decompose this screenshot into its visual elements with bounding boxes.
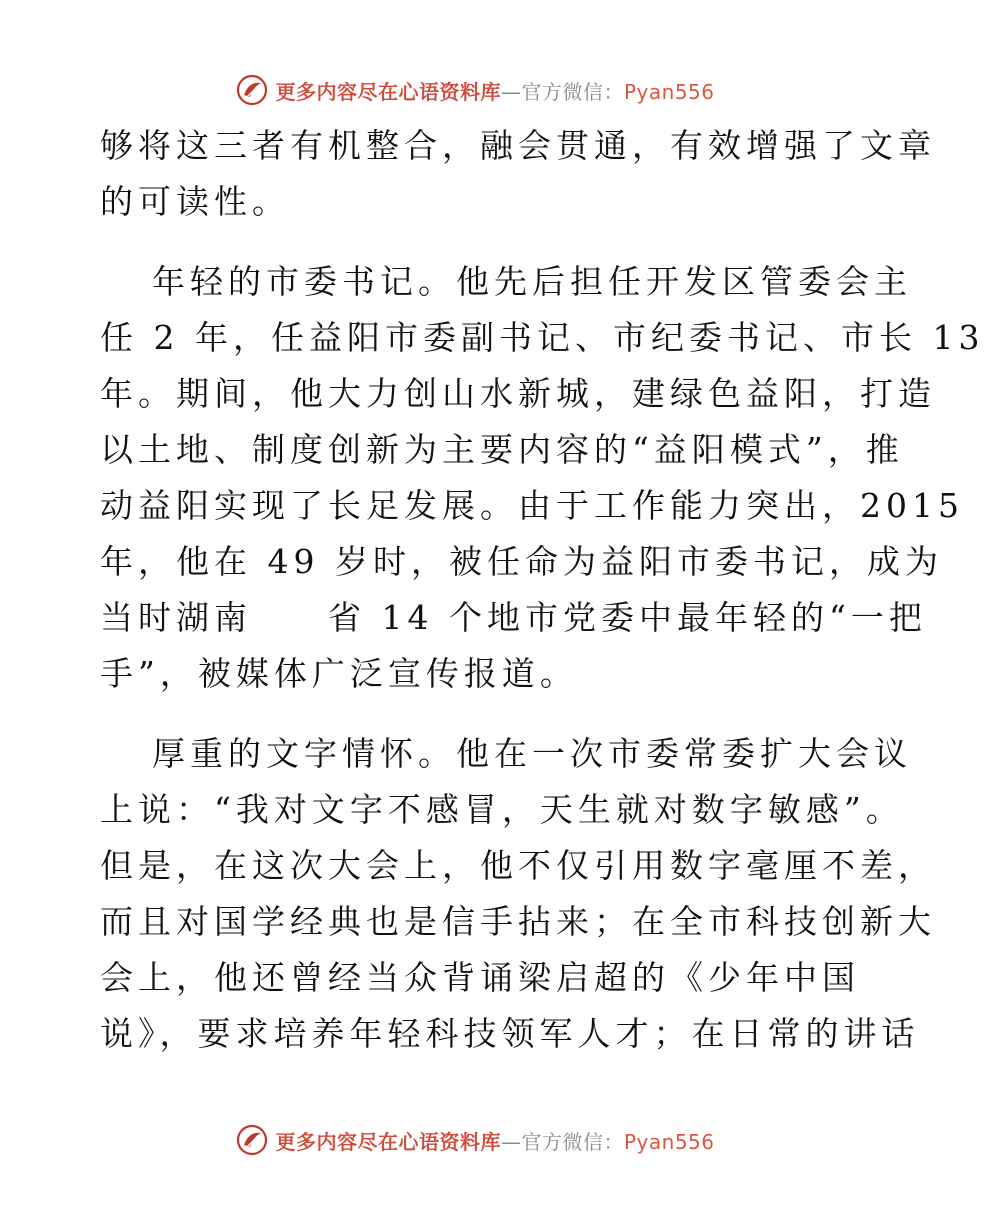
watermark-label: 官方微信： xyxy=(521,1129,624,1154)
text-line: 手”，被媒体广泛宣传报道。 xyxy=(100,654,578,693)
watermark-main: 更多内容尽在心语资料库 xyxy=(275,1129,501,1154)
text-line: 厚重的文字情怀。他在一次市委常委扩大会议 xyxy=(152,734,912,773)
text-line: 的可读性。 xyxy=(100,182,290,221)
header-watermark xyxy=(0,70,950,110)
text-line: 任 2 年，任益阳市委副书记、市纪委书记、市长 13 xyxy=(100,318,984,357)
text-line: 而且对国学经典也是信手拈来；在全市科技创新大 xyxy=(100,902,936,941)
text-line: 年轻的市委书记。他先后担任开发区管委会主 xyxy=(152,262,912,301)
watermark-id: Pyan556 xyxy=(623,1129,715,1154)
watermark-text xyxy=(275,76,714,105)
text-line: 但是，在这次大会上，他不仅引用数字毫厘不差， xyxy=(100,846,936,885)
watermark-separator: — xyxy=(500,79,522,104)
text-line: 会上，他还曾经当众背诵梁启超的《少年中国 xyxy=(100,958,860,997)
text-line: 以土地、制度创新为主要内容的“益阳模式”，推 xyxy=(100,430,904,469)
watermark-separator: — xyxy=(500,1129,522,1154)
watermark-logo-icon xyxy=(235,73,269,107)
footer-watermark xyxy=(0,1120,950,1160)
watermark-logo-icon xyxy=(235,1123,269,1157)
document-body xyxy=(100,118,984,1086)
text-line: 够将这三者有机整合，融会贯通，有效增强了文章 xyxy=(100,126,936,165)
watermark-main: 更多内容尽在心语资料库 xyxy=(275,79,501,104)
text-line: 当时湖南 省 14 个地市党委中最年轻的“一把 xyxy=(100,598,927,637)
watermark-text xyxy=(275,1126,714,1155)
text-line: 年，他在 49 岁时，被任命为益阳市委书记，成为 xyxy=(100,542,943,581)
paragraph-1 xyxy=(100,118,936,230)
text-line: 说》，要求培养年轻科技领军人才；在日常的讲话 xyxy=(100,1014,920,1053)
text-line: 年。期间，他大力创山水新城，建绿色益阳，打造 xyxy=(100,374,936,413)
paragraph-3 xyxy=(100,726,936,1062)
watermark-label: 官方微信： xyxy=(521,79,624,104)
text-line: 动益阳实现了长足发展。由于工作能力突出，2015 xyxy=(100,486,964,525)
paragraph-2 xyxy=(100,254,984,702)
text-line: 上说：“我对文字不感冒，天生就对数字敏感”。 xyxy=(100,790,904,829)
watermark-id: Pyan556 xyxy=(623,79,715,104)
